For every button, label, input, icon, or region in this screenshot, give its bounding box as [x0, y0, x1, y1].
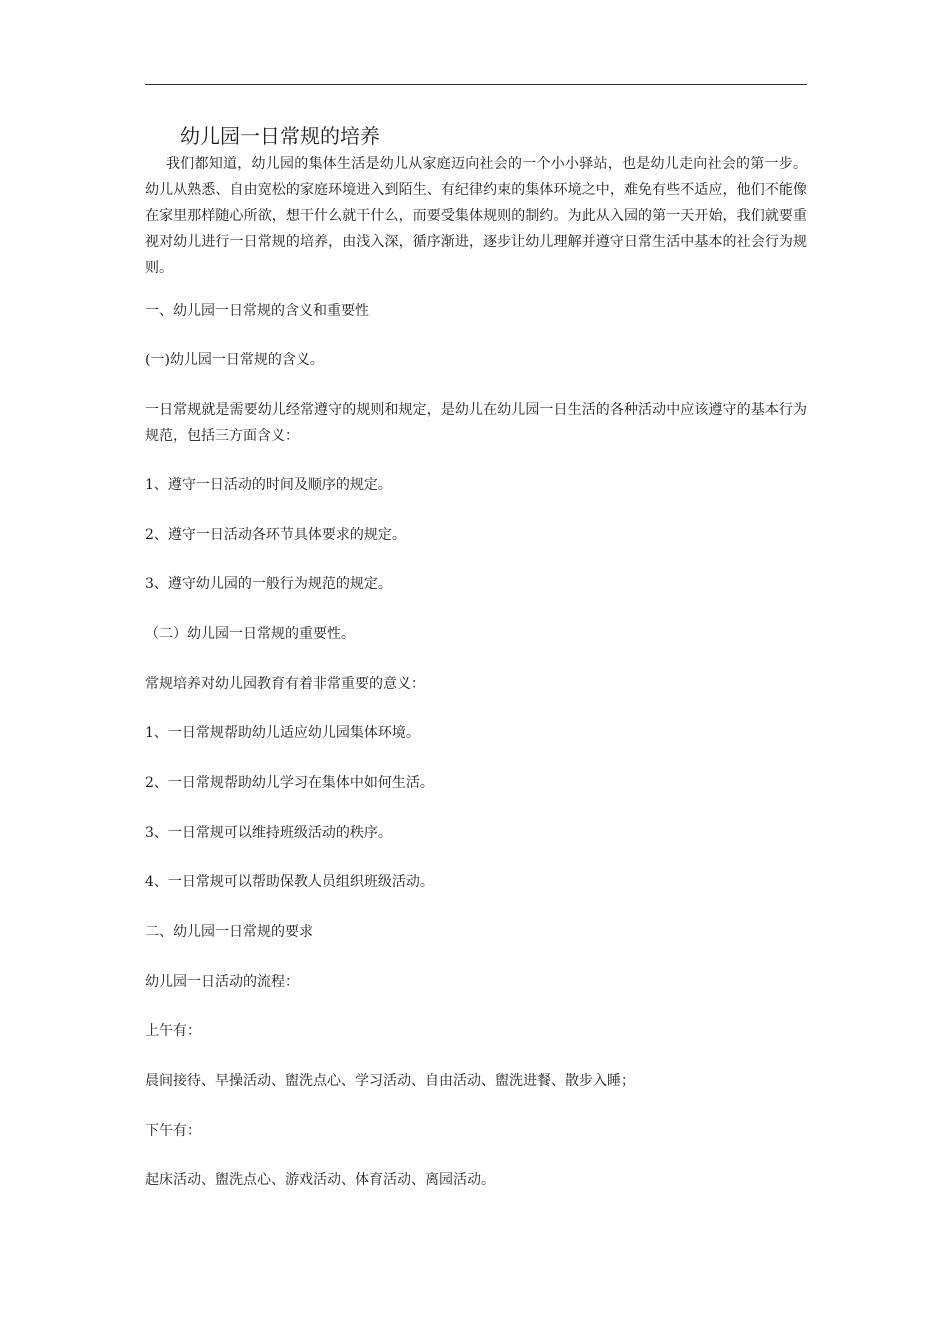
- meaning-item-3: 3、遵守幼儿园的一般行为规范的规定。: [145, 576, 392, 592]
- subsection-1-heading: (一)幼儿园一日常规的含义。: [145, 352, 324, 368]
- flow-heading: 幼儿园一日活动的流程：: [145, 974, 299, 990]
- importance-item-3: 3、一日常规可以维持班级活动的秩序。: [145, 825, 392, 841]
- subsection-2-text: 常规培养对幼儿园教育有着非常重要的意义：: [145, 676, 425, 692]
- importance-item-1: 1、一日常规帮助幼儿适应幼儿园集体环境。: [145, 725, 420, 741]
- importance-item-2: 2、一日常规帮助幼儿学习在集体中如何生活。: [145, 775, 434, 791]
- intro-paragraph: 我们都知道，幼儿园的集体生活是幼儿从家庭迈向社会的一个小小驿站，也是幼儿走向社会的第一步。幼儿从熟悉、自由宽松的家庭环境进入到陌生、有纪律约束的集体环境之中，难免有些不适应，他们不能像在家里那样随心所欲，想干什么就干什么，而要受集体规则的制约。为此从入园的第一天开始，我们就要重视对幼儿进行一日常规的培养，由浅入深，循序渐进，逐步让幼儿理解并遵守日常生活中基本的社会行为规则。: [145, 156, 807, 276]
- morning-label: 上午有：: [145, 1023, 201, 1039]
- subsection-1-text: 一日常规就是需要幼儿经常遵守的规则和规定，是幼儿在幼儿园一日生活的各种活动中应该遵守的基本行为规范，包括三方面含义：: [145, 402, 807, 444]
- afternoon-activities: 起床活动、盥洗点心、游戏活动、体育活动、离园活动。: [145, 1172, 495, 1188]
- meaning-item-1: 1、遵守一日活动的时间及顺序的规定。: [145, 477, 392, 493]
- morning-activities: 晨间接待、早操活动、盥洗点心、学习活动、自由活动、盥洗进餐、散步入睡；: [145, 1073, 635, 1089]
- section-1-heading: 一、幼儿园一日常规的含义和重要性: [145, 303, 369, 319]
- afternoon-label: 下午有：: [145, 1123, 201, 1139]
- document-title: 幼儿园一日常规的培养: [180, 124, 380, 148]
- header-rule: [145, 84, 807, 85]
- subsection-2-heading: （二）幼儿园一日常规的重要性。: [145, 626, 355, 642]
- meaning-item-2: 2、遵守一日活动各环节具体要求的规定。: [145, 527, 406, 543]
- importance-item-4: 4、一日常规可以帮助保教人员组织班级活动。: [145, 874, 434, 890]
- section-2-heading: 二、幼儿园一日常规的要求: [145, 924, 313, 940]
